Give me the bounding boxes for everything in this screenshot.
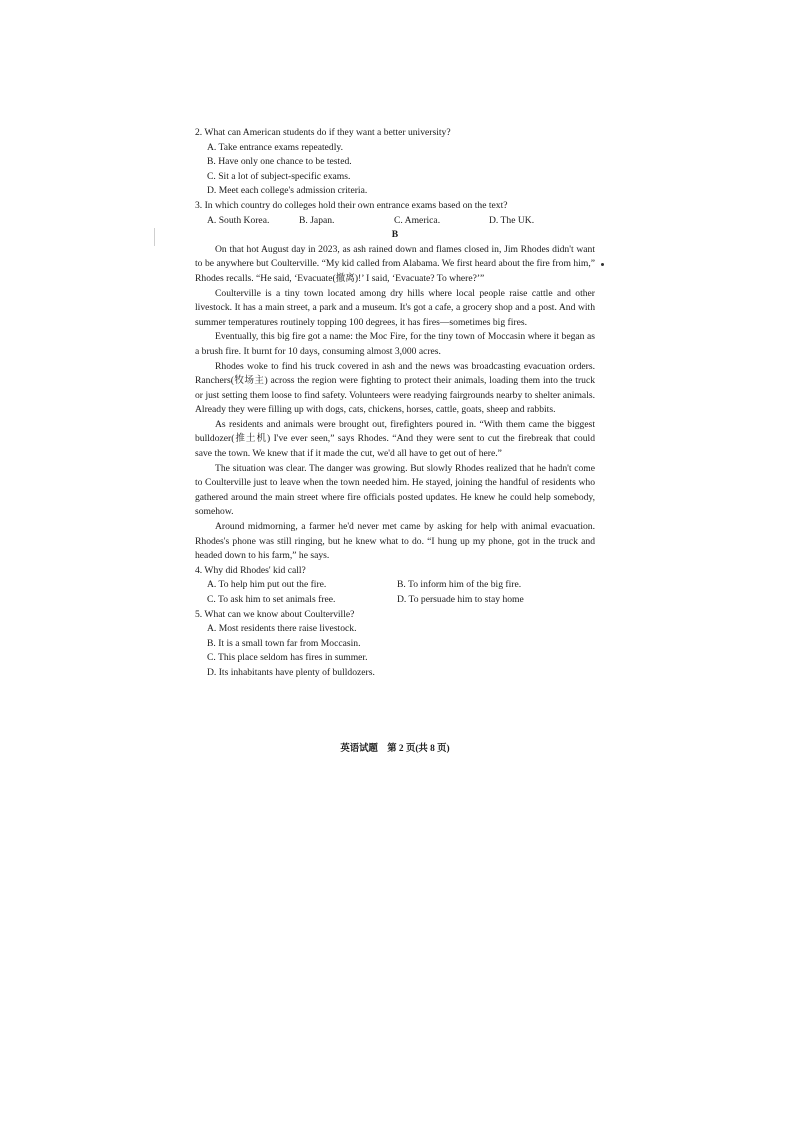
page-footer: 英语试题 第 2 页(共 8 页)	[340, 744, 450, 754]
question-5-option-a: A. Most residents there raise livestock.	[207, 623, 357, 635]
question-5-option-c: C. This place seldom has fires in summer.	[207, 652, 368, 664]
passage-paragraph-4: Rhodes woke to find his truck covered in ash and the news was broadcasting evacuation orders. Ranchers(牧场主) across the region were fighting to protect their animals, loading them into the truck or just setting them loose to find safety. Volunteers were readying fairgrounds nearby to shelter animals. Already they were filling up with dogs, cats, chickens, horses, cattle, goats, sheep and rabbits.	[195, 360, 595, 416]
question-3-option-d: D. The UK.	[489, 214, 535, 226]
question-4-option-a: A. To help him put out the fire.	[207, 579, 327, 591]
question-4-option-c: C. To ask him to set animals free.	[207, 594, 336, 605]
passage-paragraph-3: Eventually, this big fire got a name: the Moc Fire, for the tiny town of Moccasin where it began as a brush fire. It burnt for 10 days, consuming almost 3,000 acres.	[195, 331, 595, 357]
question-4-options-row-1	[207, 578, 595, 593]
passage-paragraph-5: As residents and animals were brought out, firefighters poured in. “With them came the biggest bulldozer(推土机) I've ever seen,” says Rhodes. “And they were sent to cut the firebreak that could save the town. We knew that if it made the cut, we'd all have to get out of here.”	[195, 418, 595, 460]
question-2-option-c: C. Sit a lot of subject-specific exams.	[207, 170, 351, 182]
question-4-options-row-2	[207, 593, 595, 608]
passage-paragraph-1: On that hot August day in 2023, as ash rained down and flames closed in, Jim Rhodes didn't want to be anywhere but Coulterville. “My kid called from Alabama. We first heard about the fire from him,” Rhodes recalls. “He said, ‘Evacuate(撤离)!’ I said, ‘Evacuate? To where?’”	[195, 243, 595, 284]
question-3-option-c: C. America.	[394, 214, 441, 226]
question-2-option-d: D. Meet each college's admission criteria.	[207, 185, 368, 197]
question-2-option-b: B. Have only one chance to be tested.	[207, 156, 352, 168]
question-3-option-b: B. Japan.	[299, 214, 335, 226]
question-5-option-d: D. Its inhabitants have plenty of bulldozers.	[207, 666, 375, 678]
question-4-option-b: B. To inform him of the big fire.	[397, 579, 522, 591]
question-3-options	[207, 214, 595, 229]
question-4-option-d: D. To persuade him to stay home	[397, 594, 524, 605]
question-2-stem: 2. What can American students do if they want a better university?	[195, 127, 451, 138]
question-3-stem: 3. In which country do colleges hold their own entrance exams based on the text?	[195, 199, 508, 211]
section-label: B	[391, 229, 399, 241]
scan-margin-mark	[154, 228, 155, 246]
exam-page	[195, 126, 595, 754]
scan-dot-mark	[601, 263, 604, 266]
passage-paragraph-2: Coulterville is a tiny town located among dry hills where local people raise cattle and other livestock. It has a main street, a park and a museum. It's got a cafe, a grocery shop and a post. And with summer temperatures routinely topping 100 degrees, it has fires—sometimes big fires.	[195, 287, 595, 328]
passage-paragraph-7: Around midmorning, a farmer he'd never met came by asking for help with animal evacuation. Rhodes's phone was still ringing, but he knew what to do. “I hung up my phone, got in the truck and headed down to his farm,” he says.	[195, 521, 595, 562]
passage-paragraph-6: The situation was clear. The danger was growing. But slowly Rhodes realized that he hadn't come to Coulterville just to leave when the town needed him. He stayed, joining the handful of residents who gathered around the main street where fire officials posted updates. He knew he could help somebody, somehow.	[195, 462, 595, 518]
question-5-option-b: B. It is a small town far from Moccasin.	[207, 637, 361, 649]
question-2-option-a: A. Take entrance exams repeatedly.	[207, 141, 343, 153]
question-4-stem: 4. Why did Rhodes' kid call?	[195, 564, 306, 576]
question-3-option-a: A. South Korea.	[207, 214, 270, 226]
question-5-stem: 5. What can we know about Coulterville?	[195, 608, 355, 620]
